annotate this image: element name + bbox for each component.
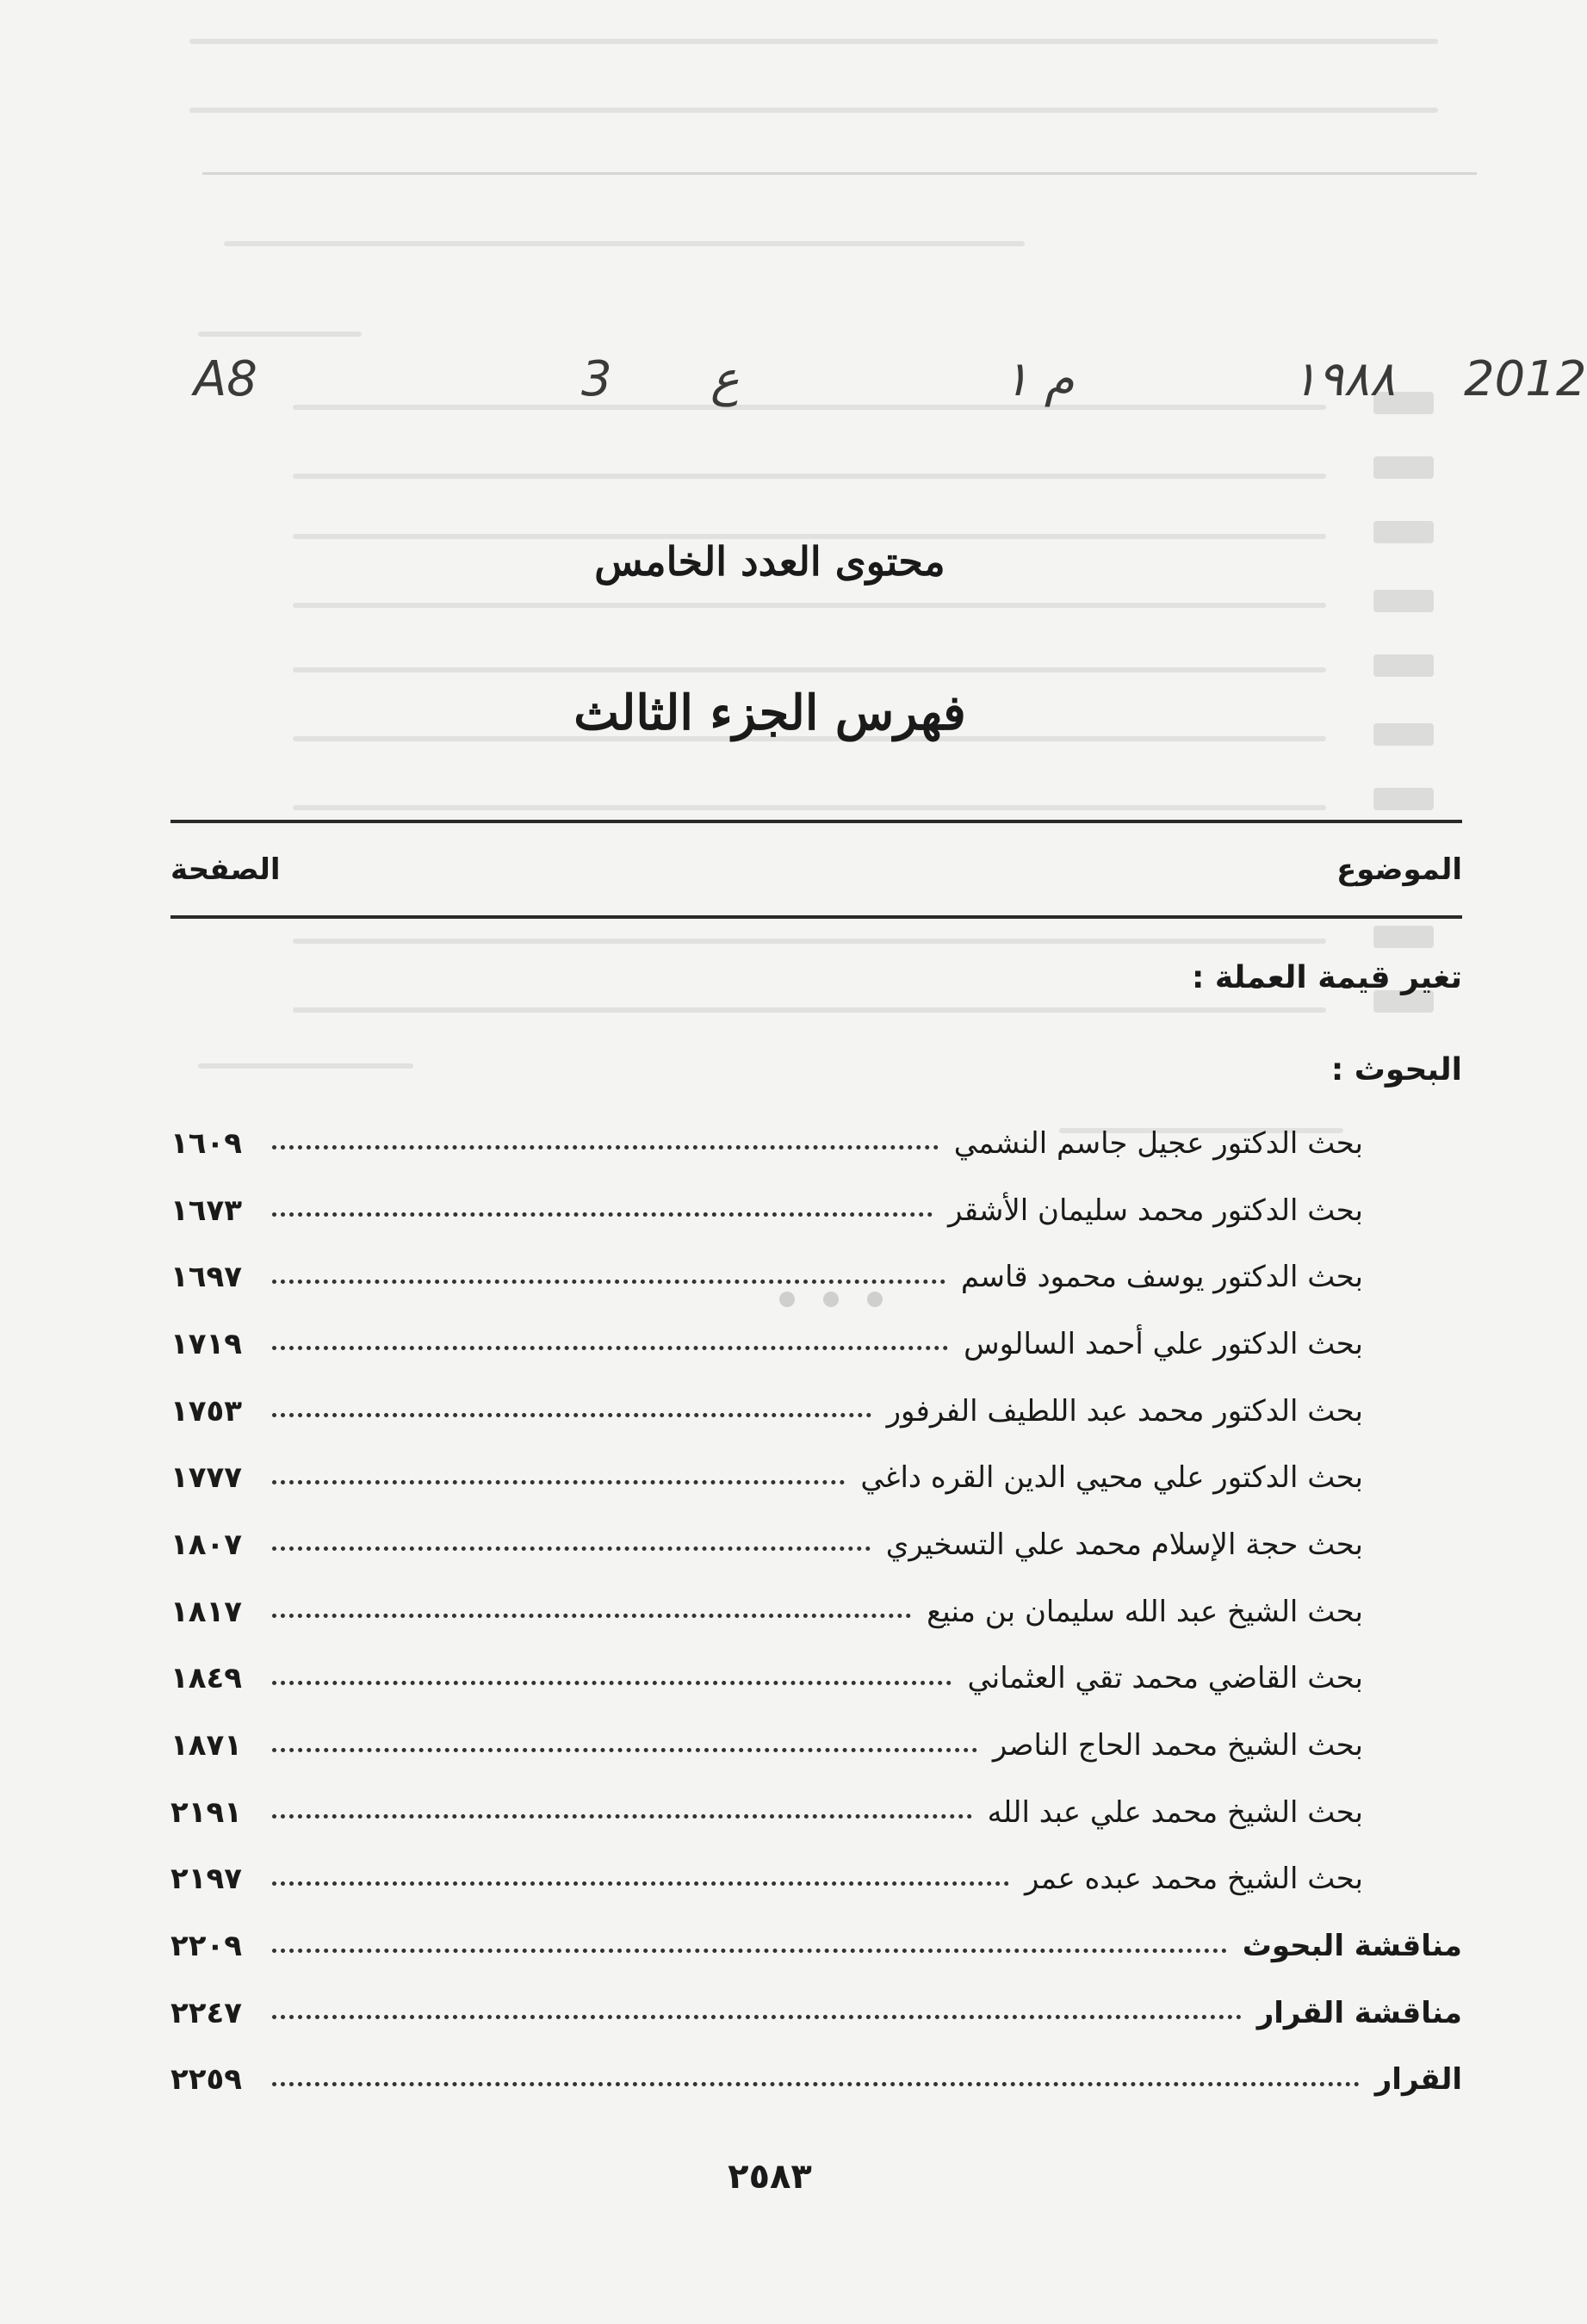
dot-leader bbox=[272, 1949, 1227, 1953]
ghost-text-line bbox=[224, 241, 1025, 246]
handwritten-mark: م ١ bbox=[1003, 351, 1075, 407]
entry-page: ٢٢٥٩ bbox=[170, 2062, 243, 2098]
entry-page: ٢١٩٧ bbox=[170, 1862, 243, 1897]
toc-entry bbox=[170, 1578, 1462, 1645]
handwritten-code: A8 bbox=[194, 351, 257, 407]
dot-leader bbox=[272, 1748, 977, 1752]
handwritten-volume: 3 bbox=[581, 351, 612, 407]
handwritten-year-hijri: ١٩٨٨ bbox=[1292, 351, 1396, 407]
ghost-text-line bbox=[198, 1063, 413, 1069]
dot-leader bbox=[272, 1681, 952, 1685]
entry-label: بحث الدكتور علي محيي الدين القره داغي bbox=[860, 1460, 1363, 1496]
toc-entry bbox=[170, 1712, 1462, 1779]
ghost-text-line bbox=[293, 474, 1326, 479]
dot-leader bbox=[272, 1480, 845, 1484]
entry-page: ٢٢٠٩ bbox=[170, 1929, 243, 1964]
entry-page: ١٧٧٧ bbox=[170, 1460, 243, 1496]
ornament-dot bbox=[823, 1292, 839, 1307]
entry-page: ٢١٩١ bbox=[170, 1794, 243, 1830]
page-number: ٢٥٨٣ bbox=[728, 2157, 812, 2197]
ornament-dot bbox=[867, 1292, 883, 1307]
entry-label: بحث الدكتور محمد سليمان الأشقر bbox=[947, 1193, 1363, 1228]
dot-leader bbox=[272, 2015, 1242, 2019]
ghost-text-line bbox=[293, 939, 1326, 944]
toc-entry bbox=[170, 1177, 1462, 1244]
entry-page: ١٨٠٧ bbox=[170, 1527, 243, 1562]
ornament-dot bbox=[779, 1292, 795, 1307]
ghost-text-line bbox=[293, 667, 1326, 672]
page-subtitle: فهرس الجزء الثالث bbox=[573, 685, 966, 741]
top-rule bbox=[170, 820, 1462, 823]
toc-entry-main bbox=[170, 1980, 1462, 2047]
ghost-text-line bbox=[189, 108, 1438, 113]
ghost-text-line bbox=[189, 39, 1438, 44]
entry-label: القرار bbox=[1374, 2062, 1462, 2098]
dot-leader bbox=[272, 1881, 1009, 1886]
faint-dot-ornament bbox=[779, 1289, 883, 1310]
entry-label: بحث الدكتور علي أحمد السالوس bbox=[964, 1326, 1363, 1361]
entry-page: ١٨١٧ bbox=[170, 1594, 243, 1629]
entry-page: ١٦٩٧ bbox=[170, 1260, 243, 1295]
ghost-number bbox=[1373, 926, 1434, 948]
table-header bbox=[170, 840, 1462, 900]
handwritten-letter: ع bbox=[710, 351, 740, 407]
handwritten-year: 2012 bbox=[1464, 351, 1587, 407]
dot-leader bbox=[272, 1145, 939, 1150]
toc-entry-main bbox=[170, 1912, 1462, 1980]
entry-label: مناقشة البحوث bbox=[1242, 1929, 1462, 1964]
entry-label: مناقشة القرار bbox=[1256, 1995, 1462, 2030]
entry-page: ٢٢٤٧ bbox=[170, 1995, 243, 2030]
dot-leader bbox=[272, 1814, 972, 1819]
toc-entry bbox=[170, 1311, 1462, 1378]
dot-leader bbox=[272, 1212, 933, 1217]
ghost-rule bbox=[202, 172, 1477, 175]
dot-leader bbox=[272, 1280, 945, 1284]
entry-label: بحث الدكتور يوسف محمود قاسم bbox=[960, 1260, 1363, 1295]
entry-label: بحث الدكتور محمد عبد اللطيف الفرفور bbox=[886, 1393, 1363, 1428]
ghost-text-line bbox=[293, 603, 1326, 608]
entry-page: ١٧١٩ bbox=[170, 1326, 243, 1361]
entry-label: بحث حجة الإسلام محمد علي التسخيري bbox=[885, 1527, 1363, 1562]
ghost-text-line bbox=[293, 1007, 1326, 1013]
entry-label: بحث الشيخ محمد عبده عمر bbox=[1025, 1862, 1363, 1897]
toc-entry bbox=[170, 1511, 1462, 1578]
entry-label: بحث الشيخ محمد الحاج الناصر bbox=[992, 1728, 1363, 1763]
ghost-number bbox=[1373, 590, 1434, 612]
toc-entry bbox=[170, 1110, 1462, 1177]
toc-entry bbox=[170, 1444, 1462, 1511]
entry-page: ١٨٧١ bbox=[170, 1728, 243, 1763]
dot-leader bbox=[272, 1614, 911, 1618]
entry-label: بحث الشيخ عبد الله سليمان بن منيع bbox=[927, 1594, 1363, 1629]
dot-leader bbox=[272, 1346, 948, 1350]
entry-page: ١٨٤٩ bbox=[170, 1661, 243, 1696]
ghost-text-line bbox=[198, 332, 362, 337]
page-title: محتوى العدد الخامس bbox=[594, 538, 945, 585]
ghost-number bbox=[1373, 654, 1434, 677]
toc-entry bbox=[170, 1846, 1462, 1913]
dot-leader bbox=[272, 1546, 871, 1551]
dot-leader bbox=[272, 1413, 871, 1417]
section-currency: تغير قيمة العملة : bbox=[1192, 960, 1462, 995]
ghost-number bbox=[1373, 456, 1434, 479]
toc-entry bbox=[170, 1645, 1462, 1713]
dot-leader bbox=[272, 2082, 1360, 2086]
header-page: الصفحة bbox=[170, 852, 281, 887]
entry-label: بحث القاضي محمد تقي العثماني bbox=[967, 1661, 1363, 1696]
header-topic: الموضوع bbox=[1336, 852, 1462, 887]
toc-entry bbox=[170, 1779, 1462, 1846]
entry-label: بحث الشيخ محمد علي عبد الله bbox=[987, 1794, 1363, 1830]
table-of-contents bbox=[170, 1110, 1462, 2113]
ghost-text-line bbox=[293, 805, 1326, 810]
handwritten-annotation bbox=[172, 351, 1587, 446]
section-research: البحوث : bbox=[1330, 1052, 1462, 1088]
entry-page: ١٦٠٩ bbox=[170, 1125, 243, 1161]
toc-entry-main bbox=[170, 2047, 1462, 2114]
toc-entry bbox=[170, 1378, 1462, 1445]
entry-page: ١٧٥٣ bbox=[170, 1393, 243, 1428]
ghost-number bbox=[1373, 788, 1434, 810]
entry-label: بحث الدكتور عجيل جاسم النشمي bbox=[953, 1125, 1363, 1161]
header-rule bbox=[170, 915, 1462, 919]
entry-page: ١٦٧٣ bbox=[170, 1193, 243, 1228]
